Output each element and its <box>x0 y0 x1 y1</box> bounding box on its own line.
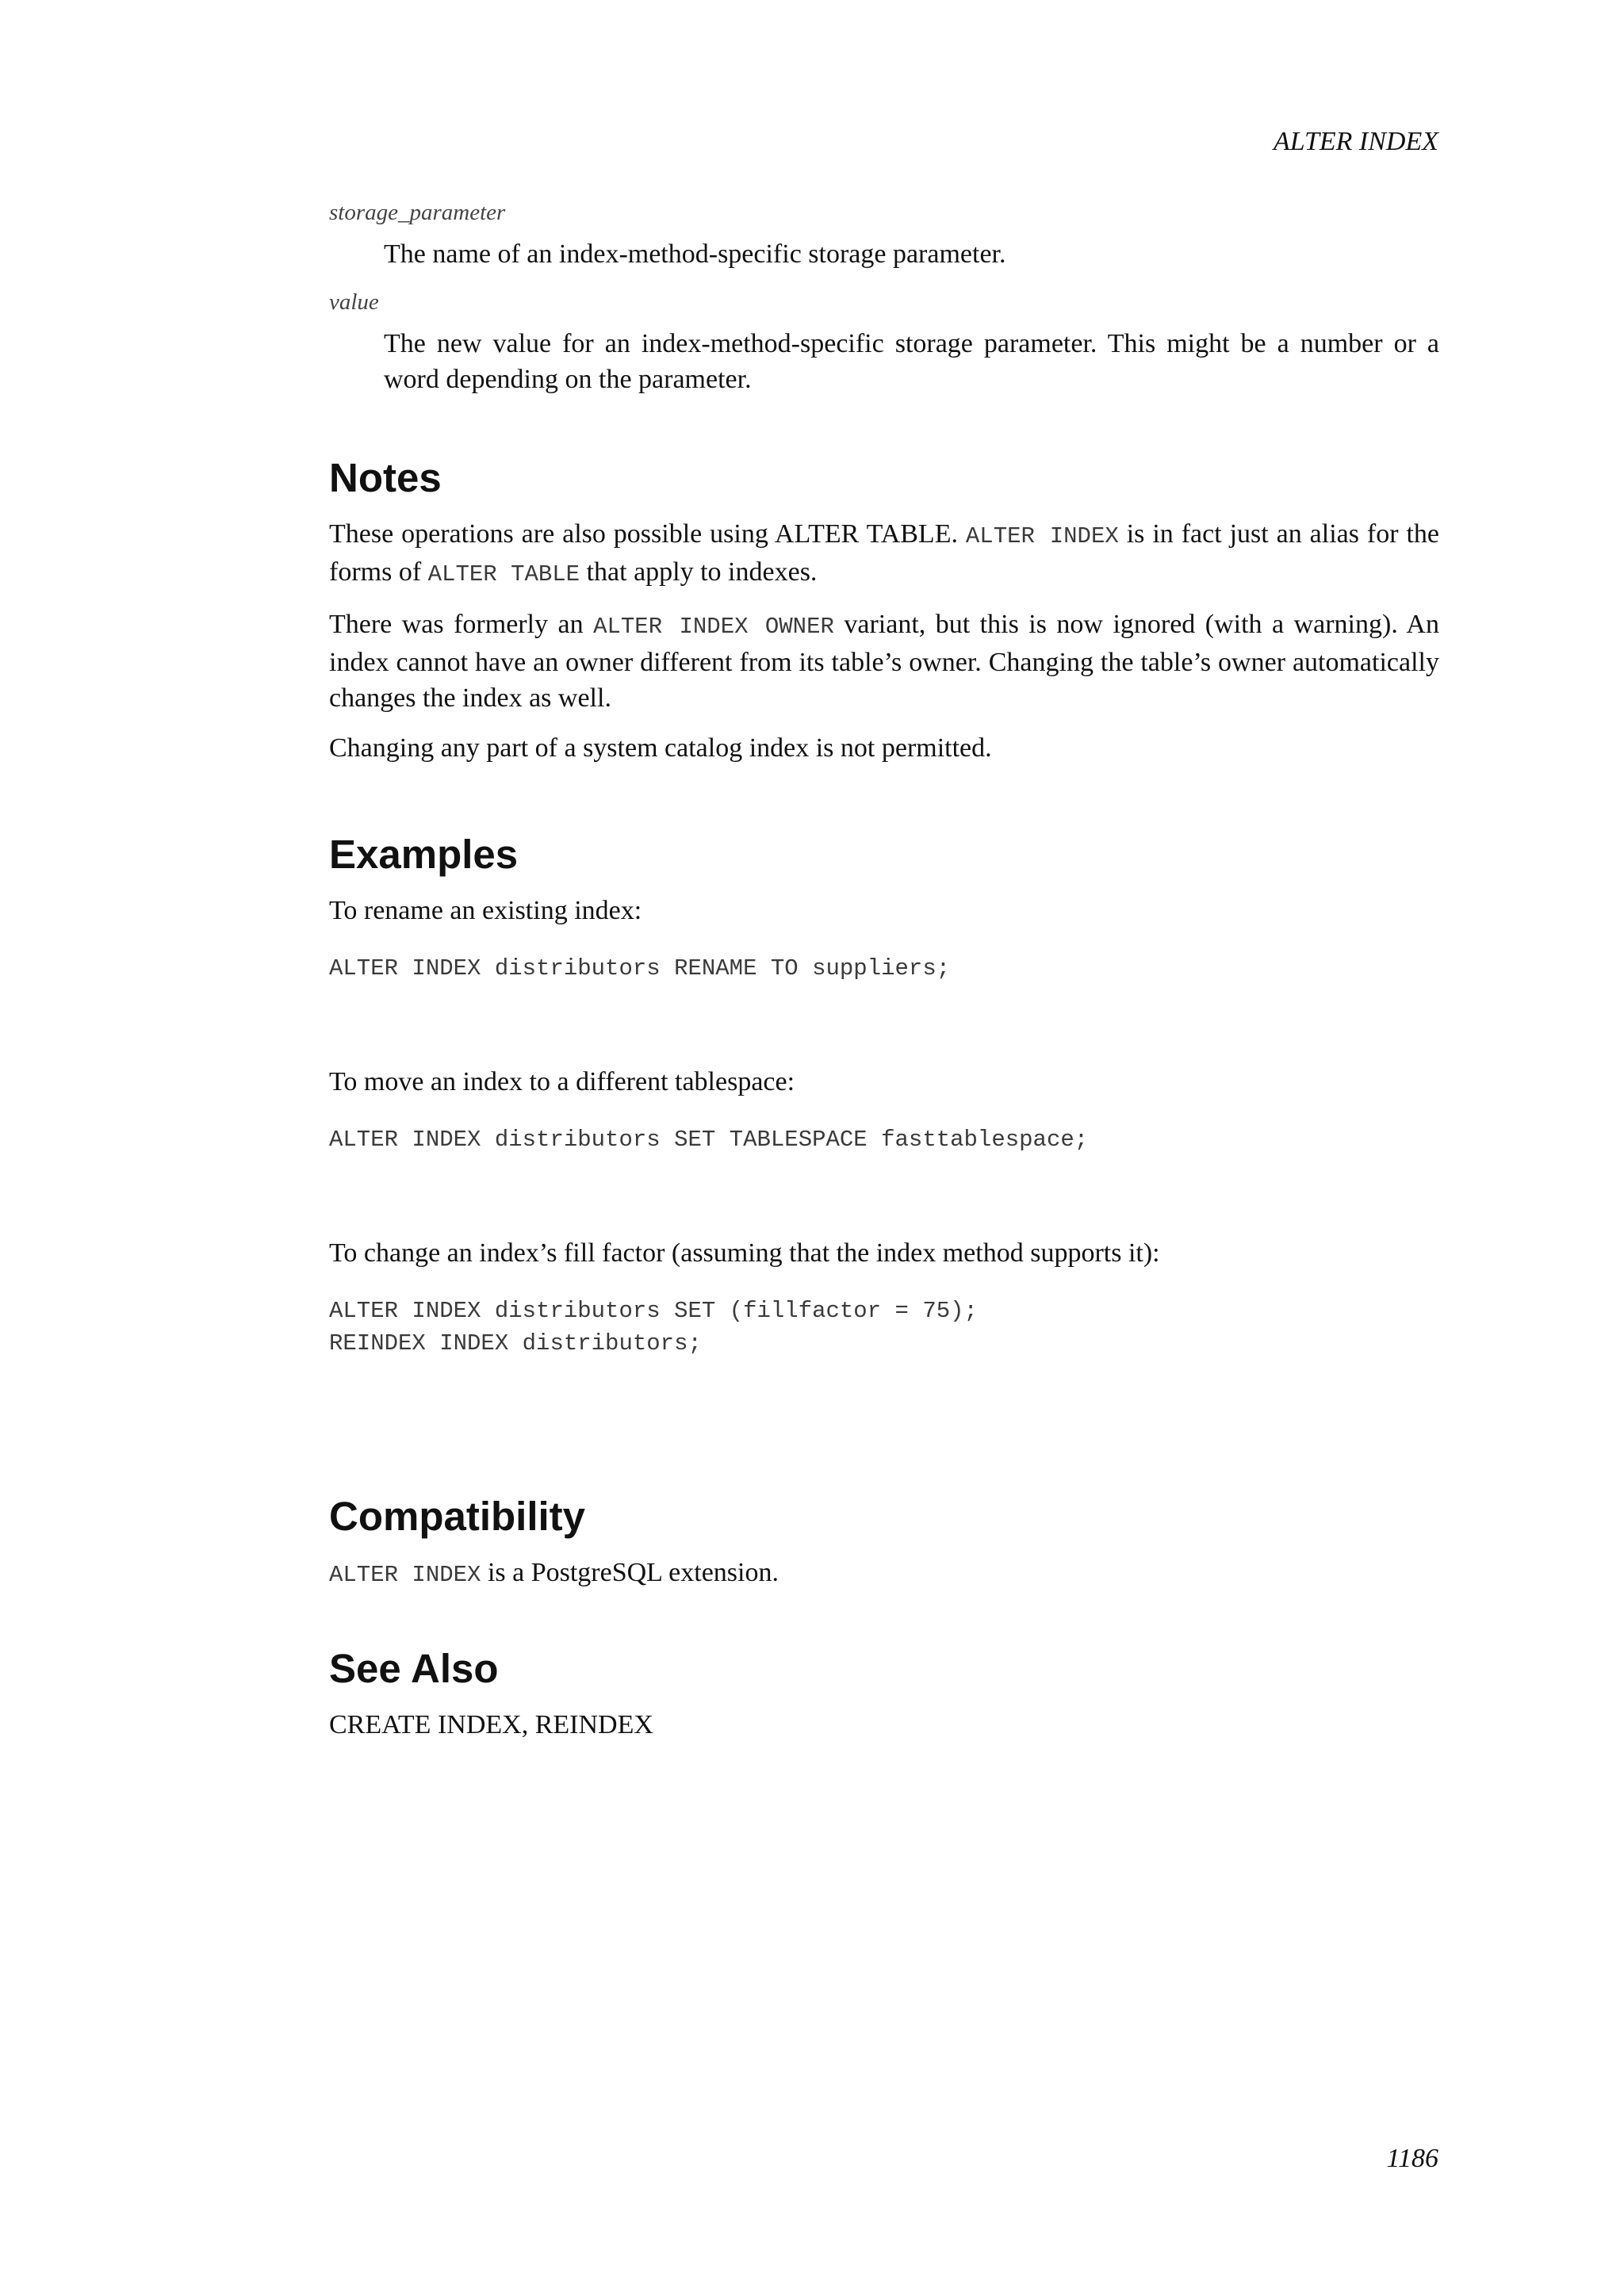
text-run: variant, but this is now ignored (with a warning). An index cannot have an owner different from its table’s owner. Changing the table’s owner automatically changes the index as well. <box>329 610 1439 713</box>
example-intro: To change an index’s fill factor (assuming that the index method supports it): <box>329 1238 1160 1268</box>
page-content <box>329 197 1439 1757</box>
example-intro: To rename an existing index: <box>329 896 642 925</box>
parameter-list <box>329 197 1439 397</box>
code-block: ALTER INDEX distributors RENAME TO suppliers; <box>329 955 951 982</box>
running-header: ALTER INDEX <box>1273 127 1438 156</box>
example-intro: To move an index to a different tablespace: <box>329 1067 795 1096</box>
inline-code: ALTER INDEX OWNER <box>593 614 834 640</box>
text-run: that apply to indexes. <box>580 557 818 587</box>
parameter-term: storage_parameter <box>329 200 506 225</box>
code-block: ALTER INDEX distributors SET (fillfactor = 75); REINDEX INDEX distributors; <box>329 1298 978 1357</box>
section-heading-compatibility: Compatibility <box>329 1494 586 1539</box>
text-run: There was formerly an <box>329 610 594 639</box>
examples-section <box>329 831 1439 1360</box>
section-heading-see-also: See Also <box>329 1646 499 1691</box>
page-number: 1186 <box>1386 2144 1438 2173</box>
parameter-term: value <box>329 289 379 315</box>
inline-code: ALTER TABLE <box>427 561 580 587</box>
code-block: ALTER INDEX distributors SET TABLESPACE fasttablespace; <box>329 1127 1089 1153</box>
notes-paragraph: Changing any part of a system catalog index is not permitted. <box>329 733 992 763</box>
parameter-description: The name of an index-method-specific storage parameter. <box>384 239 1006 269</box>
text-run: is a PostgreSQL extension. <box>481 1558 779 1587</box>
notes-section <box>329 454 1439 766</box>
inline-code: ALTER INDEX <box>965 523 1119 549</box>
compatibility-section <box>329 1493 1439 1593</box>
notes-paragraph <box>329 607 1439 716</box>
parameter-description: The new value for an index-method-specific storage parameter. This might be a number or a word depending on the parameter. <box>384 329 1439 394</box>
see-also-links: CREATE INDEX, REINDEX <box>329 1710 653 1739</box>
text-run: These operations are also possible using ALTER TABLE. <box>329 519 966 549</box>
notes-paragraph <box>329 516 1439 592</box>
compatibility-paragraph <box>329 1555 1439 1593</box>
inline-code: ALTER INDEX <box>329 1562 481 1588</box>
section-heading-notes: Notes <box>329 455 442 500</box>
text-run: is in fact just an alias for the forms of <box>329 519 1440 587</box>
see-also-section <box>329 1645 1439 1743</box>
section-heading-examples: Examples <box>329 832 519 877</box>
